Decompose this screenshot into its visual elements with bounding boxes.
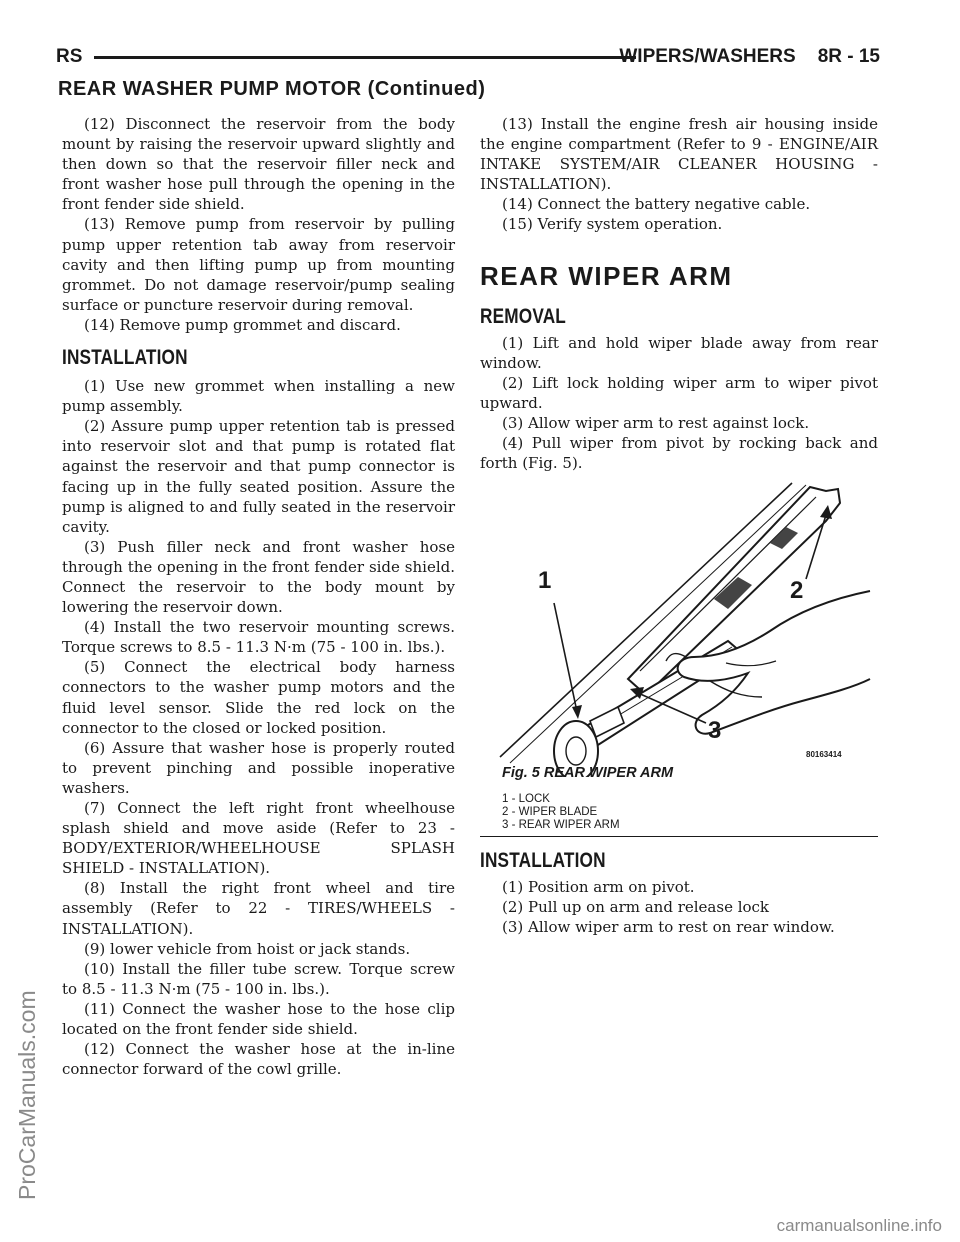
paragraph: (10) Install the filler tube screw. Torque screw to 8.5 - 11.3 N·m (75 - 100 in. lbs.).	[62, 959, 455, 998]
footer-watermark: carmanualsonline.info	[776, 1216, 942, 1235]
paragraph: (13) Install the engine fresh air housing inside the engine compartment (Refer to 9 - ENGINE/AIR INTAKE SYSTEM/AIR CLEANER HOUSING - INSTALLATION).	[480, 115, 878, 194]
header-page-number: 8R - 15	[817, 46, 880, 67]
paragraph: (6) Assure that washer hose is properly routed to prevent pinching and possible inoperative washers.	[62, 738, 455, 797]
right-column	[480, 114, 878, 938]
paragraph: (1) Use new grommet when installing a new pump assembly.	[62, 377, 455, 416]
paragraph: (14) Connect the battery negative cable.	[502, 195, 811, 214]
legend-item: 1 - LOCK	[502, 793, 550, 806]
header-chapter-page	[619, 46, 880, 68]
paragraph: (3) Allow wiper arm to rest on rear window.	[502, 918, 835, 937]
paragraph: (9) lower vehicle from hoist or jack stands.	[84, 939, 411, 958]
legend-item: 3 - REAR WIPER ARM	[502, 819, 620, 832]
paragraph: (2) Lift lock holding wiper arm to wiper pivot upward.	[480, 373, 878, 412]
side-watermark: ProCarManuals.com	[14, 990, 40, 1200]
callout-1: 1	[538, 567, 552, 595]
section-heading: REAR WIPER ARM	[480, 260, 733, 291]
paragraph: (15) Verify system operation.	[502, 215, 723, 234]
header-chapter: WIPERS/WASHERS	[619, 46, 796, 67]
rear-wiper-arm-illustration	[480, 481, 878, 777]
header-rule	[94, 56, 636, 59]
removal-heading: REMOVAL	[480, 304, 566, 328]
paragraph: (12) Disconnect the reservoir from the body mount by raising the reservoir upward slightly and then down so that the reservoir filler neck and front washer hose pull through the opening in the front fender side shield.	[62, 115, 455, 214]
page-header	[56, 42, 880, 76]
figure-image-code: 80163414	[806, 750, 842, 760]
paragraph: (7) Connect the left right front wheelhouse splash shield and move aside (Refer to 23 - BODY/EXTERIOR/WHEELHOUSE SPLASH SHIELD - INSTALLATION).	[62, 799, 455, 878]
paragraph: (2) Assure pump upper retention tab is pressed into reservoir slot and that pump is rotated flat against the reservoir and that pump connector is facing up in the fully seated position. Assure the pump is aligned to and fully seated in the reservoir cavity.	[62, 417, 455, 536]
paragraph: (5) Connect the electrical body harness connectors to the washer pump motors and the fluid level sensor. Slide the red lock on the connector to the closed or locked position.	[62, 658, 455, 737]
callout-2: 2	[790, 577, 804, 605]
paragraph: (1) Position arm on pivot.	[502, 878, 695, 897]
legend-item: 2 - WIPER BLADE	[502, 806, 598, 819]
paragraph: (11) Connect the washer hose to the hose clip located on the front fender side shield.	[62, 999, 455, 1039]
continued-title: REAR WASHER PUMP MOTOR (Continued)	[58, 78, 486, 100]
paragraph: (4) Pull wiper from pivot by rocking back and forth (Fig. 5).	[480, 434, 878, 473]
callout-3: 3	[708, 717, 722, 745]
rear-wiper-arm-figure	[480, 481, 878, 793]
paragraph: (8) Install the right front wheel and tire assembly (Refer to 22 - TIRES/WHEELS - INSTALLATION).	[62, 879, 455, 938]
paragraph: (14) Remove pump grommet and discard.	[84, 315, 401, 334]
left-column	[62, 114, 455, 1079]
installation-heading: INSTALLATION	[62, 346, 188, 370]
paragraph: (1) Lift and hold wiper blade away from rear window.	[480, 333, 878, 372]
paragraph: (3) Push filler neck and front washer hose through the opening in the front fender side shield. Connect the reservoir to the body mount by lowering the reservoir down.	[62, 537, 455, 617]
paragraph: (3) Allow wiper arm to rest against lock.	[502, 413, 810, 432]
figure-caption: Fig. 5 REAR WIPER ARM	[502, 765, 674, 782]
header-section-code: RS	[56, 46, 83, 67]
installation-heading: INSTALLATION	[480, 849, 606, 873]
paragraph: (4) Install the two reservoir mounting screws. Torque screws to 8.5 - 11.3 N·m (75 - 100 in. lbs.).	[62, 618, 455, 657]
paragraph: (12) Connect the washer hose at the in-line connector forward of the cowl grille.	[62, 1040, 455, 1079]
paragraph: (13) Remove pump from reservoir by pulling pump upper retention tab away from reservoir cavity and then lifting pump up from mounting grommet. Do not damage reservoir/pump sealing surface or puncture reservoir during removal.	[62, 215, 455, 314]
paragraph: (2) Pull up on arm and release lock	[502, 898, 770, 917]
